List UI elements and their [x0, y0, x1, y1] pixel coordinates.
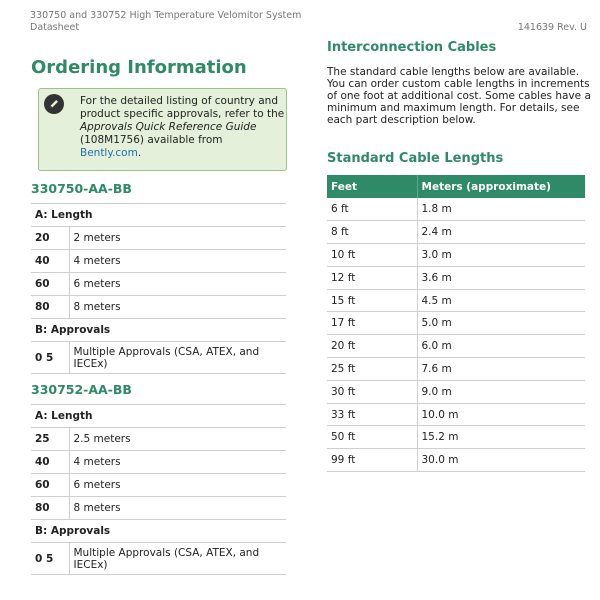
table-row: 0 5 Multiple Approvals (CSA, ATEX, and IECEx)	[31, 342, 286, 374]
length-label: A: Length	[31, 204, 286, 227]
feet-cell: 15 ft	[327, 289, 417, 312]
cable-lengths-table	[327, 175, 585, 472]
options-table-330750	[31, 203, 286, 374]
length-label: A: Length	[31, 405, 286, 428]
note-text: For the detailed listing of country and product specific approvals, refer to the Approvals Quick Reference Guide (108M1756) available from Bently.com.	[80, 95, 285, 159]
meters-cell: 3.0 m	[417, 244, 585, 267]
table-row: 25 2.5 meters	[31, 428, 286, 451]
meters-cell: 4.5 m	[417, 289, 585, 312]
table-row	[327, 289, 585, 312]
table-row	[327, 426, 585, 449]
table-row	[327, 266, 585, 289]
document-revision: 141639 Rev. U	[517, 22, 587, 33]
table-row: 60 6 meters	[31, 474, 286, 497]
feet-cell: 50 ft	[327, 426, 417, 449]
table-row	[327, 221, 585, 244]
part-number-330752: 330752-AA-BB	[31, 382, 132, 397]
meters-cell: 1.8 m	[417, 198, 585, 221]
meters-cell: 3.6 m	[417, 266, 585, 289]
options-table-330752	[31, 404, 286, 575]
part-number-330750: 330750-AA-BB	[31, 181, 132, 196]
meters-cell: 6.0 m	[417, 335, 585, 358]
approvals-label: B: Approvals	[31, 520, 286, 543]
document-title: 330750 and 330752 High Temperature Velomitor System Datasheet	[30, 10, 302, 33]
table-row: 80 8 meters	[31, 497, 286, 520]
feet-cell: 8 ft	[327, 221, 417, 244]
table-row	[327, 380, 585, 403]
feet-cell: 10 ft	[327, 244, 417, 267]
feet-cell: 6 ft	[327, 198, 417, 221]
feet-cell: 17 ft	[327, 312, 417, 335]
table-row: 20 2 meters	[31, 227, 286, 250]
feet-cell: 20 ft	[327, 335, 417, 358]
meters-cell: 30.0 m	[417, 449, 585, 472]
ordering-heading: Ordering Information	[31, 57, 247, 78]
interconnection-paragraph: The standard cable lengths below are available. You can order custom cable lengths in increments of one foot at additional cost. Some cables have a minimum and maximum length. For details, see each part description below.	[327, 66, 591, 126]
feet-cell: 99 ft	[327, 449, 417, 472]
feet-cell: 30 ft	[327, 380, 417, 403]
table-row	[327, 244, 585, 267]
feet-cell: 33 ft	[327, 403, 417, 426]
table-row	[327, 449, 585, 472]
table-row: 0 5 Multiple Approvals (CSA, ATEX, and IECEx)	[31, 543, 286, 575]
standard-lengths-heading: Standard Cable Lengths	[327, 151, 504, 166]
table-row	[327, 358, 585, 381]
column-header-feet: Feet	[327, 175, 417, 198]
table-row	[327, 198, 585, 221]
meters-cell: 9.0 m	[417, 380, 585, 403]
table-row: 40 4 meters	[31, 250, 286, 273]
meters-cell: 5.0 m	[417, 312, 585, 335]
meters-cell: 10.0 m	[417, 403, 585, 426]
interconnection-heading: Interconnection Cables	[327, 40, 497, 55]
table-row	[327, 312, 585, 335]
meters-cell: 7.6 m	[417, 358, 585, 381]
pencil-icon	[44, 94, 64, 114]
feet-cell: 25 ft	[327, 358, 417, 381]
table-row: 80 8 meters	[31, 296, 286, 319]
table-row	[327, 403, 585, 426]
column-header-meters: Meters (approximate)	[417, 175, 585, 198]
approvals-note	[38, 88, 287, 171]
feet-cell: 12 ft	[327, 266, 417, 289]
table-row	[327, 335, 585, 358]
bently-link[interactable]: Bently.com	[80, 147, 138, 159]
approvals-label: B: Approvals	[31, 319, 286, 342]
table-row: 60 6 meters	[31, 273, 286, 296]
meters-cell: 15.2 m	[417, 426, 585, 449]
table-row: 40 4 meters	[31, 451, 286, 474]
meters-cell: 2.4 m	[417, 221, 585, 244]
